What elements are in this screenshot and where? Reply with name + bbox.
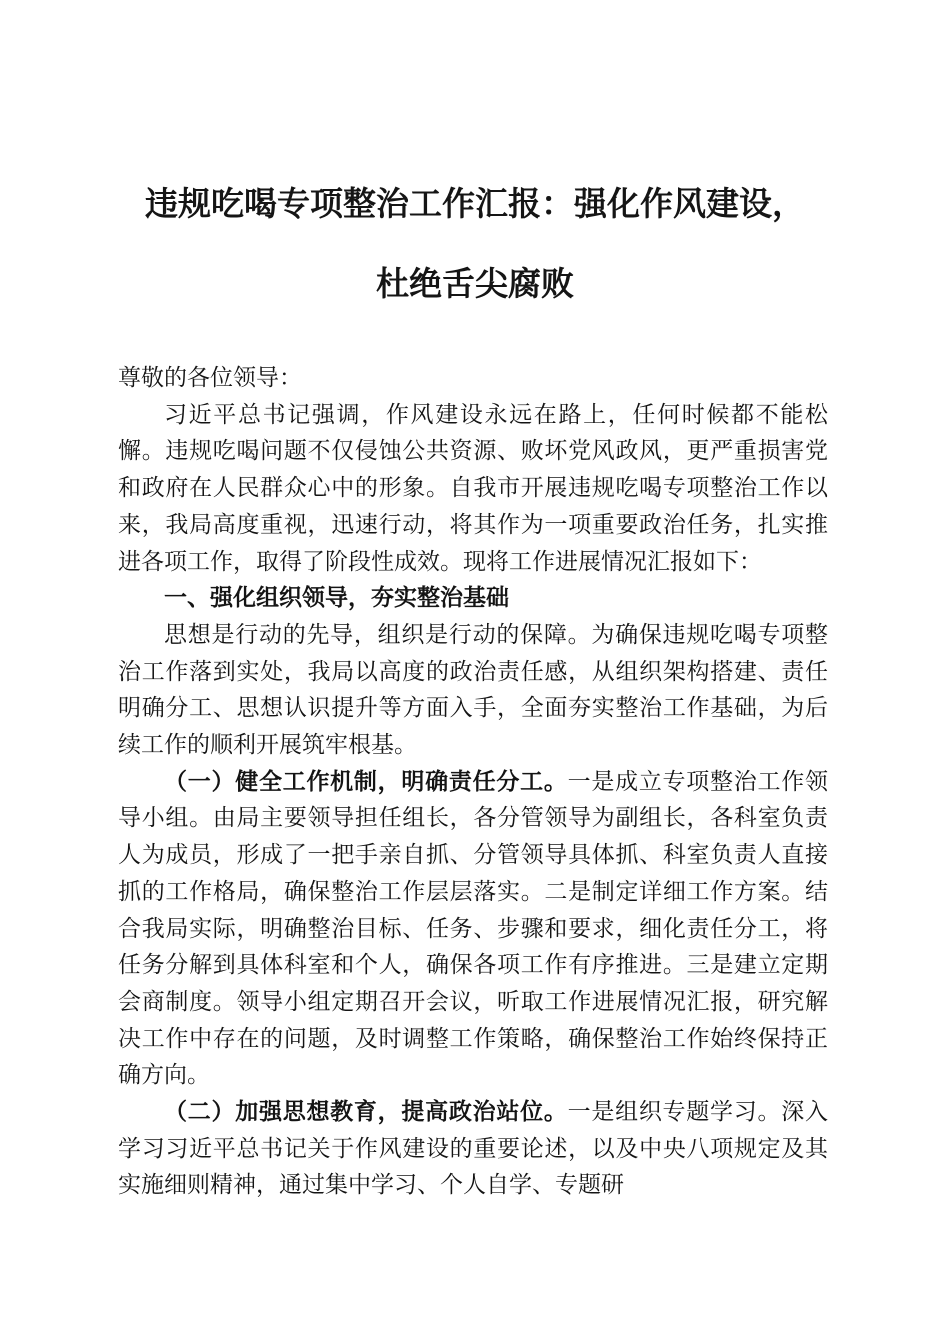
intro-paragraph: 习近平总书记强调，作风建设永远在路上，任何时候都不能松懈。违规吃喝问题不仅侵蚀公共资源、败坏党风政风，更严重损害党和政府在人民群众心中的形象。自我市开展违规吃喝专项整治工作以来，我局高度重视，迅速行动，将其作为一项重要政治任务，扎实推进各项工作，取得了阶段性成效。现将工作进展情况汇报如下： [118, 401, 828, 575]
subsection-2-paragraph [118, 1094, 828, 1204]
subsection-1-title: （一）健全工作机制，明确责任分工。 [164, 767, 568, 795]
subsection-1-body: 一是成立专项整治工作领导小组。由局主要领导担任组长，各分管领导为副组长，各科室负责人为成员，形成了一把手亲自抓、分管领导具体抓、科室负责人直接抓的工作格局，确保整治工作层层落实。二是制定详细工作方案。结合我局实际，明确整治目标、任务、步骤和要求，细化责任分工，将任务分解到具体科室和个人，确保各项工作有序推进。三是建立定期会商制度。领导小组定期召开会议，听取工作进展情况汇报，研究解决工作中存在的问题，及时调整工作策略，确保整治工作始终保持正确方向。 [118, 768, 829, 1089]
subsection-1-paragraph [118, 764, 828, 1094]
subsection-2-body: 一是组织专题学习。深入学习习近平总书记关于作风建设的重要论述，以及中央八项规定及其实施细则精神，通过集中学习、个人自学、专题研 [118, 1099, 829, 1199]
section-heading-1: 一、强化组织领导，夯实整治基础 [164, 585, 509, 612]
subsection-2-title: （二）加强思想教育，提高政治站位。 [164, 1098, 568, 1126]
document-title [110, 164, 840, 324]
title-line-1: 违规吃喝专项整治工作汇报：强化作风建设， [145, 184, 805, 223]
title-line-2: 杜绝舌尖腐败 [376, 264, 574, 303]
section1-intro-paragraph: 思想是行动的先导，组织是行动的保障。为确保违规吃喝专项整治工作落到实处，我局以高度的政治责任感，从组织架构搭建、责任明确分工、思想认识提升等方面入手，全面夯实整治工作基础，为后续工作的顺利开展筑牢根基。 [118, 621, 828, 759]
salutation: 尊敬的各位领导： [118, 365, 302, 391]
document-body [118, 360, 828, 1204]
